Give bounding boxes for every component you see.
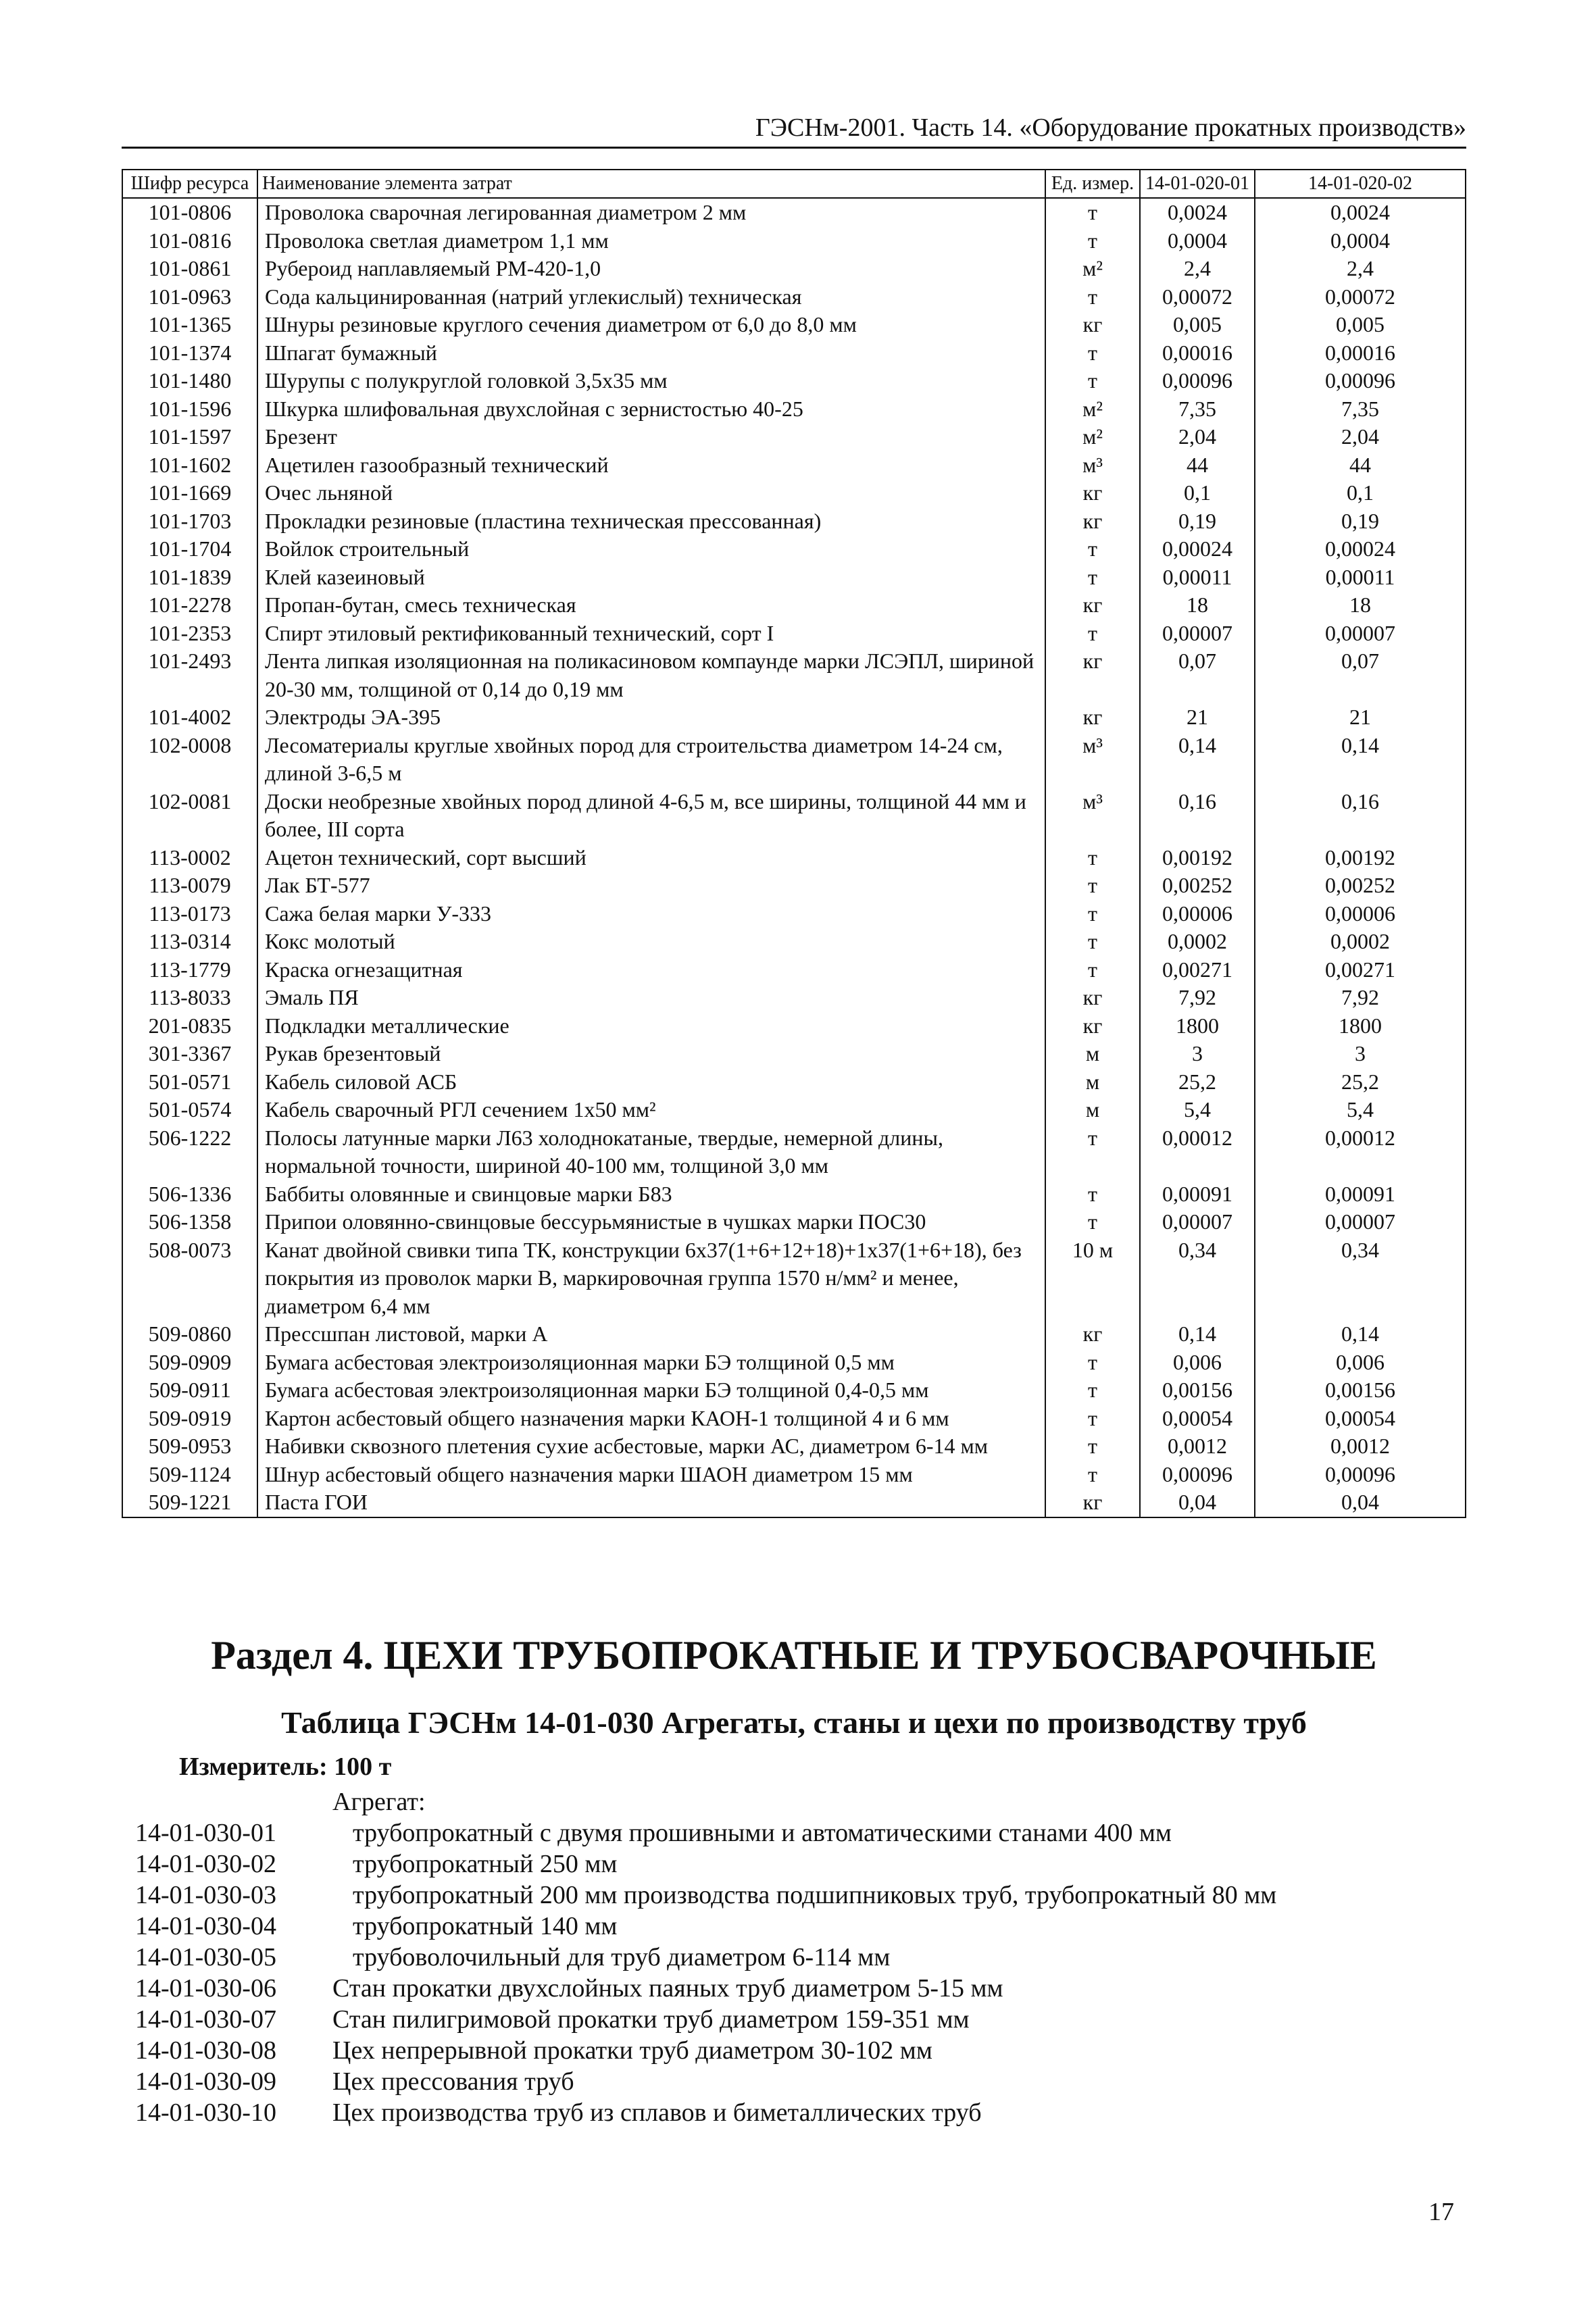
page-number: 17 [1428, 2198, 1454, 2226]
cell-unit: т [1045, 563, 1140, 592]
item-text: Цех производства труб из сплавов и биметаллических труб [332, 2098, 982, 2127]
table-title: Таблица ГЭСНм 14-01-030 Агрегаты, станы и цехи по производству труб [281, 1705, 1307, 1740]
item-text: трубопрокатный 140 мм [353, 1912, 618, 1940]
table-row [122, 311, 1466, 339]
cell-unit: т [1045, 283, 1140, 311]
cell-unit: кг [1045, 1012, 1140, 1040]
cell-col1: 0,34 [1140, 1236, 1255, 1321]
table-row [122, 788, 1466, 844]
cell-col2: 25,2 [1255, 1068, 1466, 1097]
cell-col2: 0,0012 [1255, 1432, 1466, 1461]
cell-col1: 0,005 [1140, 311, 1255, 339]
cell-col1: 0,00271 [1140, 956, 1255, 984]
cell-col1: 0,00096 [1140, 1461, 1255, 1489]
cell-unit: кг [1045, 1320, 1140, 1349]
cell-code: 509-1221 [122, 1488, 257, 1517]
table-row [122, 703, 1466, 732]
table-row [122, 479, 1466, 507]
cell-code: 102-0081 [122, 788, 257, 844]
item-text: трубопрокатный 250 мм [353, 1850, 618, 1878]
cell-col2: 0,00016 [1255, 339, 1466, 368]
cell-unit: м [1045, 1040, 1140, 1068]
cell-unit: т [1045, 844, 1140, 872]
cell-code: 101-1596 [122, 395, 257, 424]
cell-name: Краска огнезащитная [257, 956, 1045, 984]
cell-col1: 0,00024 [1140, 535, 1255, 563]
cell-name: Рукав брезентовый [257, 1040, 1045, 1068]
cell-code: 101-2278 [122, 591, 257, 620]
item-text: Цех прессования труб [332, 2067, 574, 2096]
cell-col1: 5,4 [1140, 1096, 1255, 1124]
item-text: трубопрокатный с двумя прошивными и автоматическими станами 400 мм [353, 1819, 1172, 1847]
cell-col1: 0,00054 [1140, 1405, 1255, 1433]
cell-col1: 1800 [1140, 1012, 1255, 1040]
cell-col1: 0,00072 [1140, 283, 1255, 311]
norm-list [135, 1817, 1460, 2128]
cell-col1: 2,4 [1140, 255, 1255, 283]
cell-code: 113-0079 [122, 872, 257, 900]
cell-col1: 0,006 [1140, 1349, 1255, 1377]
cell-col1: 0,0002 [1140, 928, 1255, 956]
cell-name: Шурупы с полукруглой головкой 3,5х35 мм [257, 367, 1045, 395]
table-row [122, 872, 1466, 900]
cell-unit: т [1045, 339, 1140, 368]
table-row [122, 620, 1466, 648]
cell-name: Проволока светлая диаметром 1,1 мм [257, 227, 1045, 255]
cell-unit: т [1045, 1180, 1140, 1209]
cell-col1: 44 [1140, 451, 1255, 480]
cell-col2: 0,00054 [1255, 1405, 1466, 1433]
cell-unit: т [1045, 620, 1140, 648]
cell-unit: т [1045, 1349, 1140, 1377]
table-row [122, 647, 1466, 703]
item-text: трубоволочильный для труб диаметром 6-114 мм [353, 1943, 891, 1971]
cell-unit: м³ [1045, 732, 1140, 788]
cell-name: Лента липкая изоляционная на поликасиновом компаунде марки ЛСЭПЛ, шириной 20-30 мм, толщиной от 0,14 до 0,19 мм [257, 647, 1045, 703]
list-item [135, 1942, 1460, 1973]
cell-name: Паста ГОИ [257, 1488, 1045, 1517]
cell-col2: 7,35 [1255, 395, 1466, 424]
table-row [122, 928, 1466, 956]
cell-col2: 0,14 [1255, 1320, 1466, 1349]
cell-col2: 21 [1255, 703, 1466, 732]
cell-code: 101-4002 [122, 703, 257, 732]
table-row [122, 423, 1466, 451]
cell-unit: м² [1045, 423, 1140, 451]
item-code: 14-01-030-04 [135, 1912, 276, 1940]
cell-col2: 0,0002 [1255, 928, 1466, 956]
cell-name: Прокладки резиновые (пластина техническая прессованная) [257, 507, 1045, 536]
table-header-row [122, 170, 1466, 198]
cell-name: Полосы латунные марки Л63 холоднокатаные, твердые, немерной длины, нормальной точности, шириной 40-100 мм, толщиной 3,0 мм [257, 1124, 1045, 1180]
cell-code: 101-1365 [122, 311, 257, 339]
cell-name: Войлок строительный [257, 535, 1045, 563]
cell-code: 509-0953 [122, 1432, 257, 1461]
section-title: Раздел 4. ЦЕХИ ТРУБОПРОКАТНЫЕ И ТРУБОСВАРОЧНЫЕ [211, 1633, 1377, 1678]
cell-unit: кг [1045, 507, 1140, 536]
measure-label: Измеритель: [179, 1753, 328, 1781]
cell-code: 101-2493 [122, 647, 257, 703]
cell-unit: кг [1045, 311, 1140, 339]
cell-code: 101-0861 [122, 255, 257, 283]
cell-col2: 0,006 [1255, 1349, 1466, 1377]
cell-unit: т [1045, 928, 1140, 956]
cell-col2: 7,92 [1255, 984, 1466, 1012]
cell-col1: 0,00006 [1140, 900, 1255, 928]
cell-name: Клей казеиновый [257, 563, 1045, 592]
cell-name: Брезент [257, 423, 1045, 451]
cell-col2: 0,16 [1255, 788, 1466, 844]
measure-value: 100 т [334, 1753, 392, 1781]
cell-name: Эмаль ПЯ [257, 984, 1045, 1012]
cell-col1: 0,14 [1140, 1320, 1255, 1349]
cell-name: Шнуры резиновые круглого сечения диаметром от 6,0 до 8,0 мм [257, 311, 1045, 339]
cell-col1: 0,00007 [1140, 620, 1255, 648]
list-item [135, 1848, 1460, 1880]
cell-name: Лесоматериалы круглые хвойных пород для строительства диаметром 14-24 см, длиной 3-6,5 м [257, 732, 1045, 788]
cell-name: Шкурка шлифовальная двухслойная с зернистостью 40-25 [257, 395, 1045, 424]
cell-code: 113-0002 [122, 844, 257, 872]
cell-col2: 18 [1255, 591, 1466, 620]
cell-code: 506-1222 [122, 1124, 257, 1180]
cell-unit: т [1045, 535, 1140, 563]
cell-col2: 0,005 [1255, 311, 1466, 339]
cell-code: 509-0909 [122, 1349, 257, 1377]
item-code: 14-01-030-10 [135, 2098, 276, 2127]
cell-code: 101-1374 [122, 339, 257, 368]
cell-col1: 0,04 [1140, 1488, 1255, 1517]
cell-col2: 2,04 [1255, 423, 1466, 451]
list-item [135, 2066, 1460, 2097]
cell-code: 101-1704 [122, 535, 257, 563]
table-row [122, 1320, 1466, 1349]
cell-col1: 0,16 [1140, 788, 1255, 844]
table-row [122, 1461, 1466, 1489]
cell-code: 101-0816 [122, 227, 257, 255]
cell-name: Спирт этиловый ректификованный технический, сорт I [257, 620, 1045, 648]
cell-col2: 2,4 [1255, 255, 1466, 283]
cell-name: Ацетон технический, сорт высший [257, 844, 1045, 872]
cell-name: Набивки сквозного плетения сухие асбестовые, марки АС, диаметром 6-14 мм [257, 1432, 1045, 1461]
cell-unit: м² [1045, 255, 1140, 283]
item-text: трубопрокатный 200 мм производства подшипниковых труб, трубопрокатный 80 мм [353, 1881, 1277, 1909]
cell-col2: 0,00091 [1255, 1180, 1466, 1209]
cell-unit: м [1045, 1068, 1140, 1097]
cell-name: Лак БТ-577 [257, 872, 1045, 900]
cell-unit: т [1045, 956, 1140, 984]
cell-name: Сода кальцинированная (натрий углекислый) техническая [257, 283, 1045, 311]
cell-col2: 0,00192 [1255, 844, 1466, 872]
item-code: 14-01-030-07 [135, 2005, 276, 2034]
table-row [122, 255, 1466, 283]
cell-code: 506-1336 [122, 1180, 257, 1209]
table-row [122, 283, 1466, 311]
list-item [135, 2035, 1460, 2066]
cell-name: Баббиты оловянные и свинцовые марки Б83 [257, 1180, 1045, 1209]
table-row [122, 1236, 1466, 1321]
list-item [135, 1817, 1460, 1848]
cell-unit: кг [1045, 984, 1140, 1012]
cell-name: Пропан-бутан, смесь техническая [257, 591, 1045, 620]
list-item [135, 2097, 1460, 2128]
cell-unit: т [1045, 198, 1140, 227]
cell-code: 506-1358 [122, 1208, 257, 1236]
cell-name: Бумага асбестовая электроизоляционная марки БЭ толщиной 0,4-0,5 мм [257, 1376, 1045, 1405]
table-row [122, 900, 1466, 928]
resources-table [122, 169, 1466, 1518]
cell-col2: 0,07 [1255, 647, 1466, 703]
item-code: 14-01-030-02 [135, 1850, 276, 1878]
cell-code: 101-1597 [122, 423, 257, 451]
cell-name: Шнур асбестовый общего назначения марки ШАОН диаметром 15 мм [257, 1461, 1045, 1489]
table-row [122, 1349, 1466, 1377]
cell-col1: 0,00011 [1140, 563, 1255, 592]
cell-col2: 0,00096 [1255, 1461, 1466, 1489]
cell-col1: 0,00096 [1140, 367, 1255, 395]
cell-col1: 0,00192 [1140, 844, 1255, 872]
header-col2: 14-01-020-02 [1255, 170, 1466, 198]
table-row [122, 451, 1466, 480]
cell-name: Кокс молотый [257, 928, 1045, 956]
table-row [122, 367, 1466, 395]
table-row [122, 1376, 1466, 1405]
cell-col2: 0,00096 [1255, 367, 1466, 395]
cell-col2: 0,14 [1255, 732, 1466, 788]
cell-col2: 0,19 [1255, 507, 1466, 536]
cell-code: 101-1839 [122, 563, 257, 592]
cell-name: Доски необрезные хвойных пород длиной 4-6,5 м, все ширины, толщиной 44 мм и более, III сорта [257, 788, 1045, 844]
table-row [122, 591, 1466, 620]
table-body [122, 198, 1466, 1517]
table-row [122, 1096, 1466, 1124]
table-row [122, 1012, 1466, 1040]
cell-name: Припои оловянно-свинцовые бессурьмянистые в чушках марки ПОС30 [257, 1208, 1045, 1236]
cell-col2: 0,00007 [1255, 620, 1466, 648]
cell-col2: 3 [1255, 1040, 1466, 1068]
header-unit: Ед. измер. [1045, 170, 1140, 198]
cell-unit: т [1045, 1376, 1140, 1405]
item-code: 14-01-030-06 [135, 1974, 276, 2003]
header-name: Наименование элемента затрат [257, 170, 1045, 198]
table-row [122, 1124, 1466, 1180]
cell-unit: кг [1045, 591, 1140, 620]
cell-code: 509-1124 [122, 1461, 257, 1489]
cell-code: 509-0860 [122, 1320, 257, 1349]
cell-col1: 7,92 [1140, 984, 1255, 1012]
cell-col2: 0,34 [1255, 1236, 1466, 1321]
cell-unit: т [1045, 1124, 1140, 1180]
cell-code: 301-3367 [122, 1040, 257, 1068]
table-row [122, 1180, 1466, 1209]
cell-col1: 0,00012 [1140, 1124, 1255, 1180]
table-row [122, 339, 1466, 368]
cell-col1: 0,00007 [1140, 1208, 1255, 1236]
table-row [122, 1488, 1466, 1517]
list-item [135, 1880, 1460, 1911]
cell-unit: м³ [1045, 788, 1140, 844]
cell-col2: 0,00072 [1255, 283, 1466, 311]
cell-col1: 18 [1140, 591, 1255, 620]
cell-col1: 0,00016 [1140, 339, 1255, 368]
cell-unit: т [1045, 872, 1140, 900]
table-row [122, 1432, 1466, 1461]
cell-code: 509-0911 [122, 1376, 257, 1405]
header-code: Шифр ресурса [122, 170, 257, 198]
table-row [122, 227, 1466, 255]
cell-name: Бумага асбестовая электроизоляционная марки БЭ толщиной 0,5 мм [257, 1349, 1045, 1377]
cell-col1: 2,04 [1140, 423, 1255, 451]
cell-col2: 0,00007 [1255, 1208, 1466, 1236]
cell-unit: т [1045, 367, 1140, 395]
table-row [122, 507, 1466, 536]
table-row [122, 1208, 1466, 1236]
cell-name: Проволока сварочная легированная диаметром 2 мм [257, 198, 1045, 227]
cell-col2: 0,00024 [1255, 535, 1466, 563]
list-item [135, 2004, 1460, 2035]
cell-unit: т [1045, 227, 1140, 255]
list-item [135, 1911, 1460, 1942]
cell-unit: т [1045, 1461, 1140, 1489]
cell-unit: кг [1045, 1488, 1140, 1517]
cell-code: 102-0008 [122, 732, 257, 788]
cell-col1: 3 [1140, 1040, 1255, 1068]
cell-name: Электроды ЭА-395 [257, 703, 1045, 732]
cell-code: 101-1602 [122, 451, 257, 480]
cell-col1: 0,00156 [1140, 1376, 1255, 1405]
item-code: 14-01-030-09 [135, 2067, 276, 2096]
table-row [122, 563, 1466, 592]
cell-col2: 0,00011 [1255, 563, 1466, 592]
cell-col2: 0,00006 [1255, 900, 1466, 928]
item-code: 14-01-030-08 [135, 2036, 276, 2065]
cell-col2: 0,0024 [1255, 198, 1466, 227]
cell-name: Картон асбестовый общего назначения марки КАОН-1 толщиной 4 и 6 мм [257, 1405, 1045, 1433]
list-item [135, 1973, 1460, 2004]
cell-unit: кг [1045, 647, 1140, 703]
item-code: 14-01-030-05 [135, 1943, 276, 1971]
table-row [122, 844, 1466, 872]
cell-code: 113-8033 [122, 984, 257, 1012]
running-header: ГЭСНм-2001. Часть 14. «Оборудование прокатных производств» [122, 111, 1466, 149]
cell-col1: 21 [1140, 703, 1255, 732]
cell-unit: т [1045, 1432, 1140, 1461]
measure-line [179, 1750, 391, 1784]
cell-unit: т [1045, 1208, 1140, 1236]
cell-code: 501-0571 [122, 1068, 257, 1097]
cell-unit: т [1045, 1405, 1140, 1433]
cell-code: 101-0963 [122, 283, 257, 311]
cell-unit: кг [1045, 479, 1140, 507]
table-row [122, 198, 1466, 227]
cell-name: Сажа белая марки У-333 [257, 900, 1045, 928]
cell-code: 113-0173 [122, 900, 257, 928]
cell-unit: м [1045, 1096, 1140, 1124]
cell-col1: 0,0024 [1140, 198, 1255, 227]
cell-col2: 0,00252 [1255, 872, 1466, 900]
cell-col1: 0,0012 [1140, 1432, 1255, 1461]
cell-code: 101-1703 [122, 507, 257, 536]
cell-unit: 10 м [1045, 1236, 1140, 1321]
table-row [122, 395, 1466, 424]
cell-col2: 1800 [1255, 1012, 1466, 1040]
item-text: Стан пилигримовой прокатки труб диаметром 159-351 мм [332, 2005, 970, 2034]
table-row [122, 1405, 1466, 1433]
cell-code: 113-1779 [122, 956, 257, 984]
cell-col2: 0,0004 [1255, 227, 1466, 255]
cell-unit: кг [1045, 703, 1140, 732]
cell-col2: 44 [1255, 451, 1466, 480]
table-row [122, 1040, 1466, 1068]
cell-col2: 0,00271 [1255, 956, 1466, 984]
cell-code: 508-0073 [122, 1236, 257, 1321]
cell-col1: 0,14 [1140, 732, 1255, 788]
cell-name: Кабель силовой АСБ [257, 1068, 1045, 1097]
item-text: Цех непрерывной прокатки труб диаметром 30-102 мм [332, 2036, 932, 2065]
cell-name: Очес льняной [257, 479, 1045, 507]
cell-col2: 5,4 [1255, 1096, 1466, 1124]
cell-name: Ацетилен газообразный технический [257, 451, 1045, 480]
item-text: Стан прокатки двухслойных паяных труб диаметром 5-15 мм [332, 1974, 1003, 2003]
cell-code: 101-2353 [122, 620, 257, 648]
cell-col1: 7,35 [1140, 395, 1255, 424]
table-row [122, 984, 1466, 1012]
cell-unit: м³ [1045, 451, 1140, 480]
cell-code: 201-0835 [122, 1012, 257, 1040]
header-col1: 14-01-020-01 [1140, 170, 1255, 198]
cell-col1: 0,1 [1140, 479, 1255, 507]
cell-code: 501-0574 [122, 1096, 257, 1124]
cell-unit: т [1045, 900, 1140, 928]
cell-code: 101-1669 [122, 479, 257, 507]
cell-col1: 0,07 [1140, 647, 1255, 703]
table-row [122, 535, 1466, 563]
cell-name: Подкладки металлические [257, 1012, 1045, 1040]
cell-col2: 0,00012 [1255, 1124, 1466, 1180]
cell-unit: м² [1045, 395, 1140, 424]
table-row [122, 732, 1466, 788]
cell-col1: 0,00091 [1140, 1180, 1255, 1209]
cell-name: Прессшпан листовой, марки А [257, 1320, 1045, 1349]
cell-col1: 0,19 [1140, 507, 1255, 536]
cell-name: Рубероид наплавляемый РМ-420-1,0 [257, 255, 1045, 283]
cell-name: Канат двойной свивки типа ТК, конструкции 6х37(1+6+12+18)+1х37(1+6+18), без покрытия из проволок марки В, маркировочная группа 1570 н/мм² и менее, диаметром 6,4 мм [257, 1236, 1045, 1321]
cell-col2: 0,00156 [1255, 1376, 1466, 1405]
cell-code: 101-1480 [122, 367, 257, 395]
cell-code: 113-0314 [122, 928, 257, 956]
cell-col1: 0,0004 [1140, 227, 1255, 255]
cell-name: Кабель сварочный РГЛ сечением 1х50 мм² [257, 1096, 1045, 1124]
aggregate-label: Агрегат: [332, 1788, 426, 1816]
cell-col1: 0,00252 [1140, 872, 1255, 900]
table-row [122, 1068, 1466, 1097]
table-row [122, 956, 1466, 984]
cell-name: Шпагат бумажный [257, 339, 1045, 368]
item-code: 14-01-030-01 [135, 1819, 276, 1847]
cell-col2: 0,1 [1255, 479, 1466, 507]
cell-code: 101-0806 [122, 198, 257, 227]
cell-col2: 0,04 [1255, 1488, 1466, 1517]
cell-col1: 25,2 [1140, 1068, 1255, 1097]
item-code: 14-01-030-03 [135, 1881, 276, 1909]
cell-code: 509-0919 [122, 1405, 257, 1433]
